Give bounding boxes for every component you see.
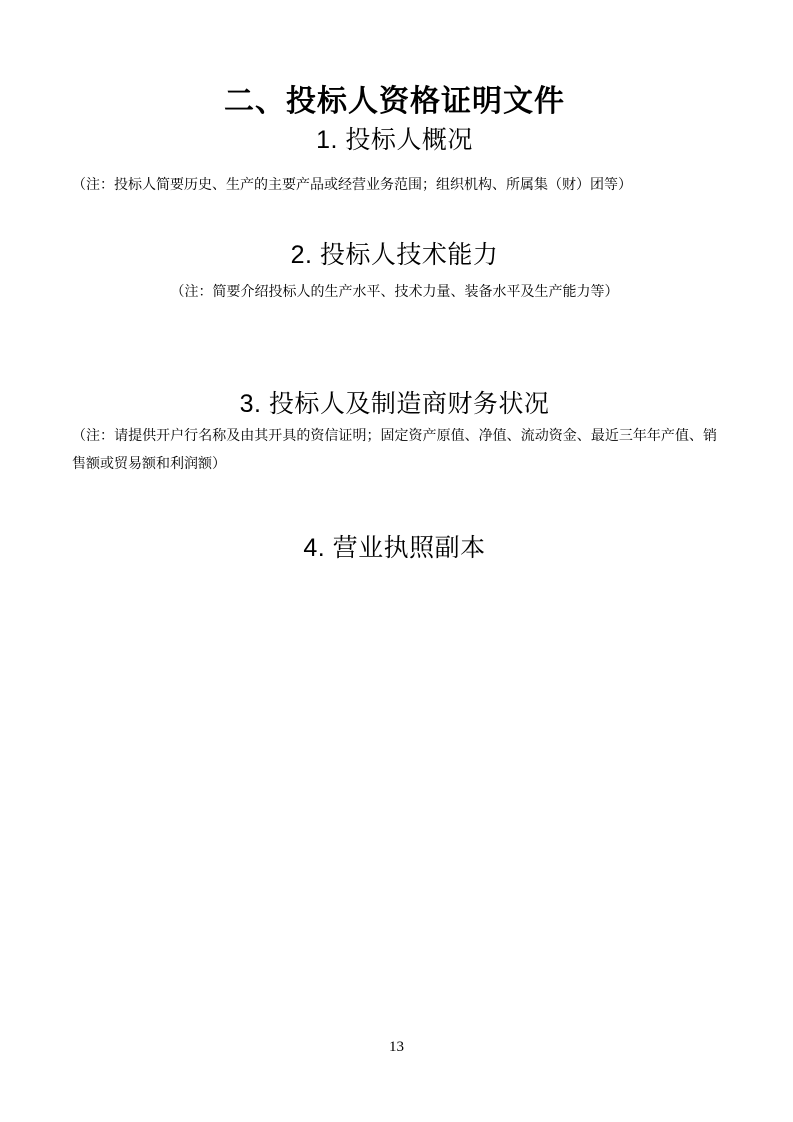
section-heading-1: 1. 投标人概况 — [316, 126, 473, 154]
section-note-2: （注：简要介绍投标人的生产水平、技术力量、装备水平及生产能力等） — [170, 285, 619, 300]
section-heading-2: 2. 投标人技术能力 — [290, 241, 499, 269]
section-note-1: （注：投标人简要历史、生产的主要产品或经营业务范围；组织机构、所属集（财）团等） — [72, 178, 632, 193]
section-note-3: （注：请提供开户行名称及由其开具的资信证明；固定资产原值、净值、流动资金、最近三年年产值、销售额或贸易额和利润额） — [72, 429, 717, 472]
section-heading-3: 3. 投标人及制造商财务状况 — [239, 390, 550, 418]
section-heading-4: 4. 营业执照副本 — [303, 534, 486, 562]
page-number: 13 — [389, 1039, 404, 1055]
document-title: 二、投标人资格证明文件 — [224, 85, 565, 118]
